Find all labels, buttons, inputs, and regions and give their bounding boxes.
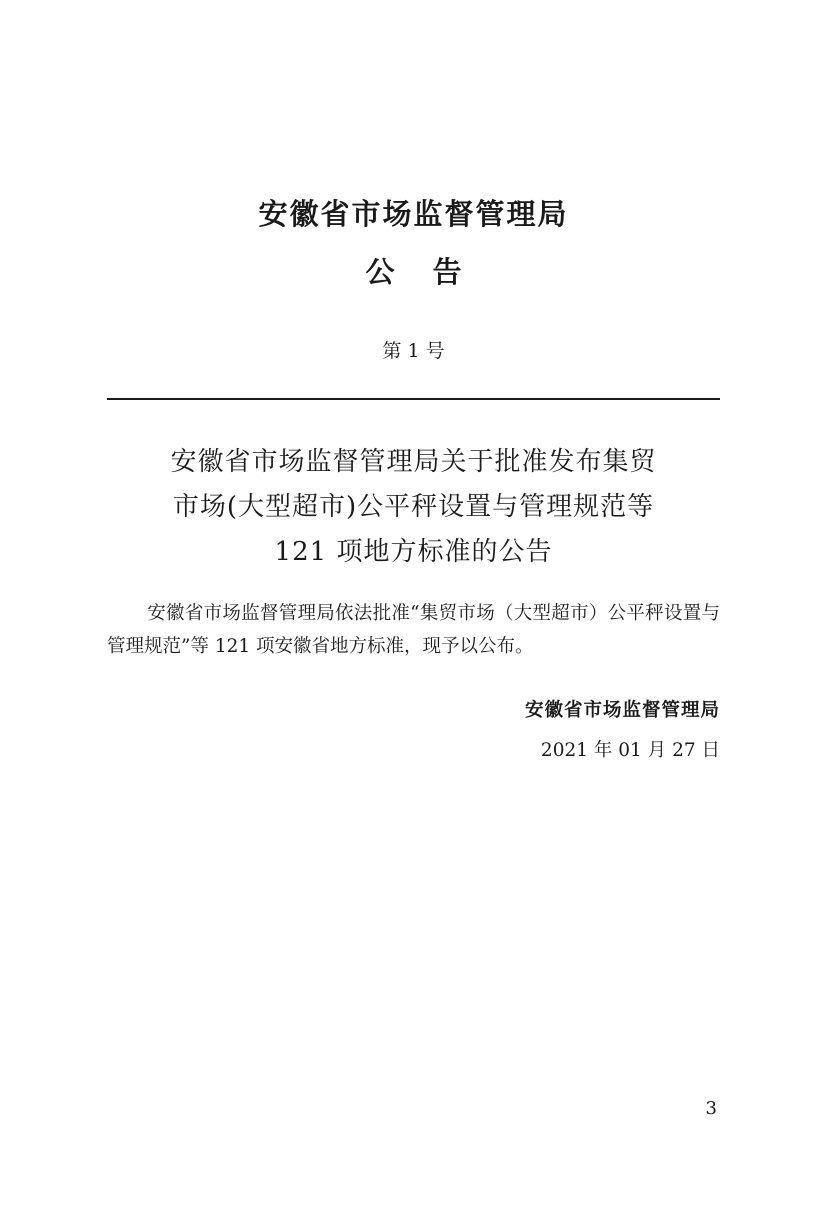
announcement-headline xyxy=(0,440,827,575)
body-paragraph-container xyxy=(107,597,720,663)
page-number: 3 xyxy=(705,1098,717,1119)
header-divider xyxy=(107,398,720,400)
signature-organization: 安徽省市场监督管理局 xyxy=(524,700,720,721)
headline-line-3: 121 项地方标准的公告 xyxy=(274,537,553,567)
headline-line-1: 安徽省市场监督管理局关于批准发布集贸 xyxy=(170,447,657,477)
signature-date: 2021 年 01 月 27 日 xyxy=(540,740,720,761)
body-paragraph: 安徽省市场监督管理局依法批准“集贸市场（大型超市）公平秤设置与管理规范”等 121 项安徽省地方标准，现予以公布。 xyxy=(107,603,720,657)
issuing-organization-title: 安徽省市场监督管理局 xyxy=(258,197,569,231)
notice-title-char-1: 公 xyxy=(365,255,395,289)
notice-title-char-2: 告 xyxy=(432,255,462,289)
notice-title xyxy=(0,250,827,294)
headline-line-2: 市场(大型超市)公平秤设置与管理规范等 xyxy=(172,492,655,522)
document-number: 第 1 号 xyxy=(382,340,445,362)
